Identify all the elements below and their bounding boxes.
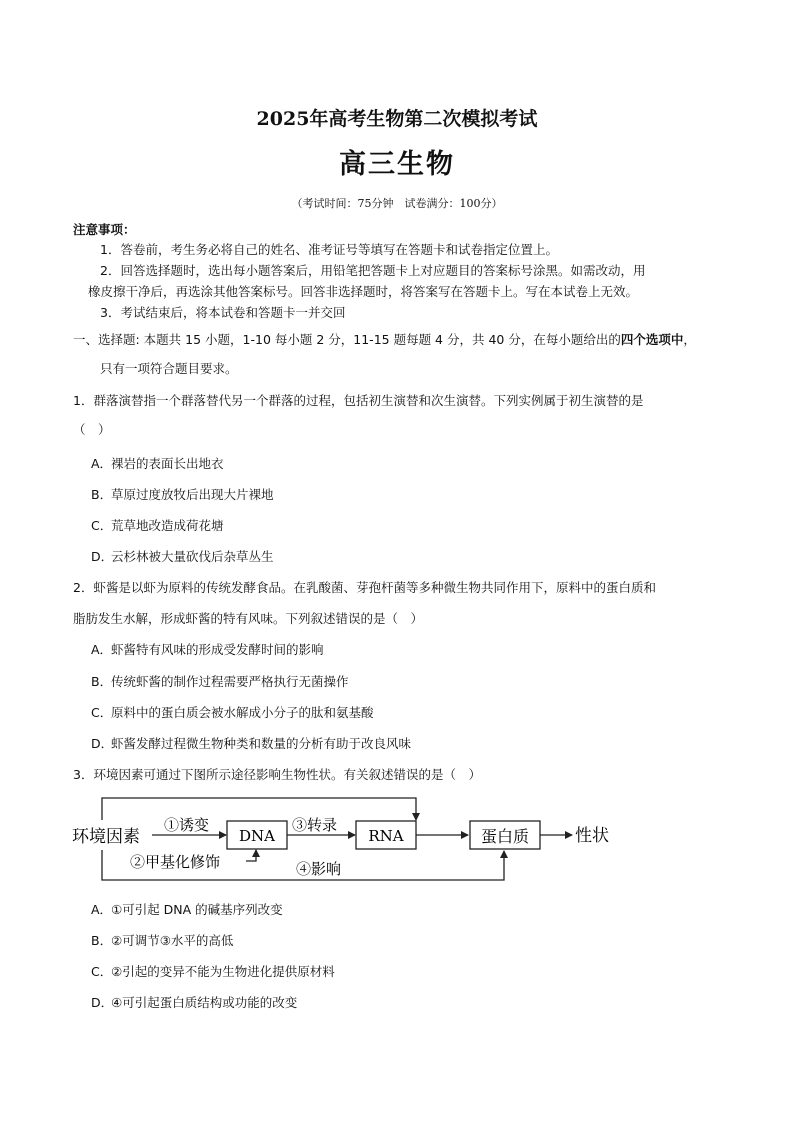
question-2-option-d: D．虾酱发酵过程微生物种类和数量的分析有助于改良风味 <box>91 736 412 751</box>
question-2-option-b: B．传统虾酱的制作过程需要严格执行无菌操作 <box>91 674 349 689</box>
mutation-label: ①诱变 <box>164 816 210 834</box>
question-3-option-b: B．②可调节③水平的高低 <box>91 933 234 948</box>
protein-label: 蛋白质 <box>480 827 530 846</box>
env-to-rna-arrow <box>102 798 416 820</box>
section-line1-emphasis: 四个选项中 <box>620 332 684 347</box>
section-line1-c: ， <box>683 332 696 347</box>
exam-subtitle: 高三生物 <box>339 149 455 180</box>
question-2-option-a: A．虾酱特有风味的形成受发酵时间的影响 <box>91 642 324 657</box>
question-3-option-c: C．②引起的变异不能为生物进化提供原材料 <box>91 964 335 979</box>
question-2-option-c: C．原料中的蛋白质会被水解成小分子的肽和氨基酸 <box>91 705 374 720</box>
transcription-label: ③转录 <box>292 816 338 834</box>
question-1-option-c: C．荒草地改造成荷花塘 <box>91 518 224 533</box>
notice-heading: 注意事项： <box>73 222 136 237</box>
question-2-stem-cont: 脂肪发生水解，形成虾酱的特有风味。下列叙述错误的是（ ） <box>73 611 424 626</box>
question-1-stem-cont: （ ） <box>73 422 111 437</box>
env-label: 环境因素 <box>72 827 140 847</box>
notice-item-2: 2．回答选择题时，选出每小题答案后，用铅笔把答题卡上对应题目的答案标号涂黑。如需改动，用 <box>100 263 646 278</box>
question-2-stem: 2．虾酱是以虾为原料的传统发酵食品。在乳酸菌、芽孢杆菌等多种微生物共同作用下，原料中的蛋白质和 <box>73 580 656 595</box>
rna-label: RNA <box>368 827 404 845</box>
exam-title: 2025年高考生物第二次模拟考试 <box>256 108 538 130</box>
influence-label: ④影响 <box>296 860 342 878</box>
question-1-option-d: D．云杉林被大量砍伐后杂草丛生 <box>91 549 274 564</box>
notice-item-3: 3．考试结束后，将本试卷和答题卡一并交回 <box>100 305 346 320</box>
methylation-to-dna-arrow <box>246 850 256 861</box>
section-instructions <box>73 330 696 348</box>
trait-label: 性状 <box>575 826 609 846</box>
question-3-option-a: A．①可引起 DNA 的碱基序列改变 <box>91 902 283 917</box>
question-1-option-b: B．草原过度放牧后出现大片裸地 <box>91 487 274 502</box>
notice-item-1: 1．答卷前，考生务必将自己的姓名、准考证号等填写在答题卡和试卷指定位置上。 <box>100 242 558 257</box>
notice-item-2-cont: 橡皮擦干净后，再选涂其他答案标号。回答非选择题时，将答案写在答题卡上。写在本试卷上无效。 <box>88 284 639 299</box>
section-line2: 只有一项符合题目要求。 <box>100 361 238 376</box>
question-1-option-a: A．裸岩的表面长出地衣 <box>91 456 224 471</box>
gene-expression-diagram <box>60 788 640 888</box>
question-3-stem: 3．环境因素可通过下图所示途径影响生物性状。有关叙述错误的是（ ） <box>73 767 481 782</box>
dna-label: DNA <box>239 827 275 845</box>
section-line1-a: 一、选择题: 本题共 15 小题，1-10 每小题 2 分，11-15 题每题 4 分，共 40 分，在每小题给出的 <box>73 332 621 347</box>
question-1-stem: 1．群落演替指一个群落替代另一个群落的过程，包括初生演替和次生演替。下列实例属于初生演替的是 <box>73 393 644 408</box>
methylation-label: ②甲基化修饰 <box>130 853 221 871</box>
exam-info: （考试时间：75分钟 试卷满分：100分） <box>291 197 503 210</box>
question-3-option-d: D．④可引起蛋白质结构或功能的改变 <box>91 995 298 1010</box>
